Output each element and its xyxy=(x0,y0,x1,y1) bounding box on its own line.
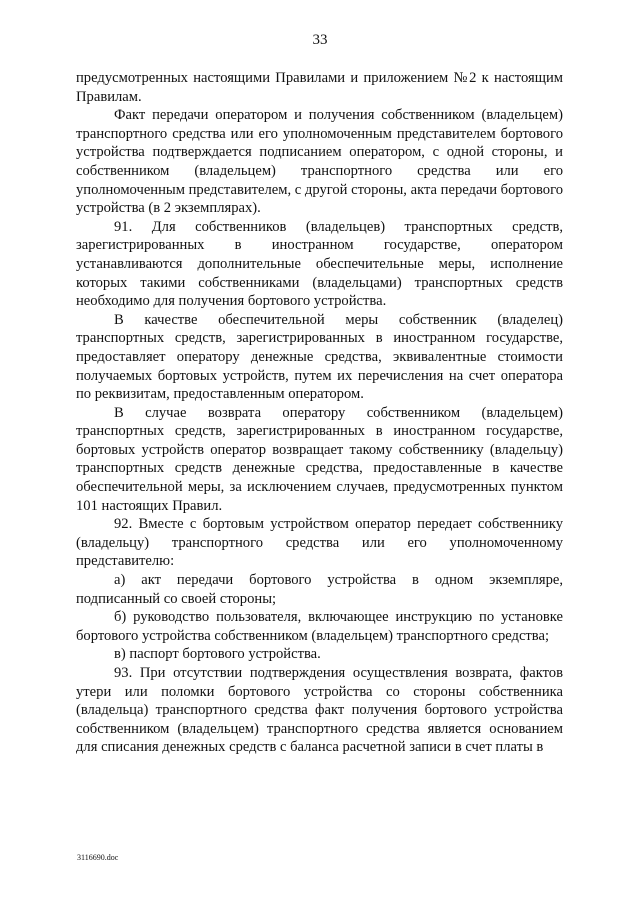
file-name-footer: 3116690.doc xyxy=(77,853,119,862)
paragraph-continuation: предусмотренных настоящими Правилами и приложением №2 к настоящим Правилам. xyxy=(76,70,563,105)
paragraph-security-measure: В качестве обеспечительной меры собственник (владелец) транспортных средств, зарегистрированных в иностранном государстве, предоставляет оператору денежные средства, эквивалентные стоимости получаемых бортовых устройств, путем их перечисления на счет оператора по реквизитам, предоставленным оператором. xyxy=(76,311,563,403)
paragraph-92-item-c: в) паспорт бортового устройства. xyxy=(114,646,321,663)
body-text xyxy=(76,69,563,757)
paragraph-92: 92. Вместе с бортовым устройством оператор передает собственнику (владельцу) транспортного средства или его уполномоченному представителю: xyxy=(76,516,563,570)
page-number: 33 xyxy=(312,32,328,48)
paragraph-91: 91. Для собственников (владельцев) транспортных средств, зарегистрированных в иностранном государстве, оператором устанавливаются дополнительные обеспечительные меры, исполнение которых такими собственниками (владельцами) транспортных средств необходимо для получения бортового устройства. xyxy=(76,218,563,310)
paragraph-92-item-b: б) руководство пользователя, включающее инструкцию по установке бортового устройства собственником (владельцем) транспортного средства; xyxy=(76,609,563,644)
paragraph-fact-of-transfer: Факт передачи оператором и получения собственником (владельцем) транспортного средства или его уполномоченным представителем бортового устройства подтверждается подписанием оператором, с одной стороны, и собственником (владельцем) транспортного средства или его уполномоченным представителем, с другой стороны, акта передачи бортового устройства (в 2 экземплярах). xyxy=(76,107,563,217)
paragraph-92-item-a: а) акт передачи бортового устройства в одном экземпляре, подписанный со своей стороны; xyxy=(76,572,563,607)
paragraph-return-case: В случае возврата оператору собственником (владельцем) транспортных средств, зарегистрированных в иностранном государстве, бортовых устройств оператор возвращает такому собственнику (владельцу) транспортных средств денежные средства, предоставленные в качестве обеспечительной меры, за исключением случаев, предусмотренных пунктом 101 настоящих Правил. xyxy=(76,404,563,514)
paragraph-93: 93. При отсутствии подтверждения осуществления возврата, фактов утери или поломки бортового устройства со стороны собственника (владельца) транспортного средства факт получения бортового устройства собственником (владельцем) транспортного средства является основанием для списания денежных средств с баланса расчетной записи в счет платы в xyxy=(76,665,563,756)
